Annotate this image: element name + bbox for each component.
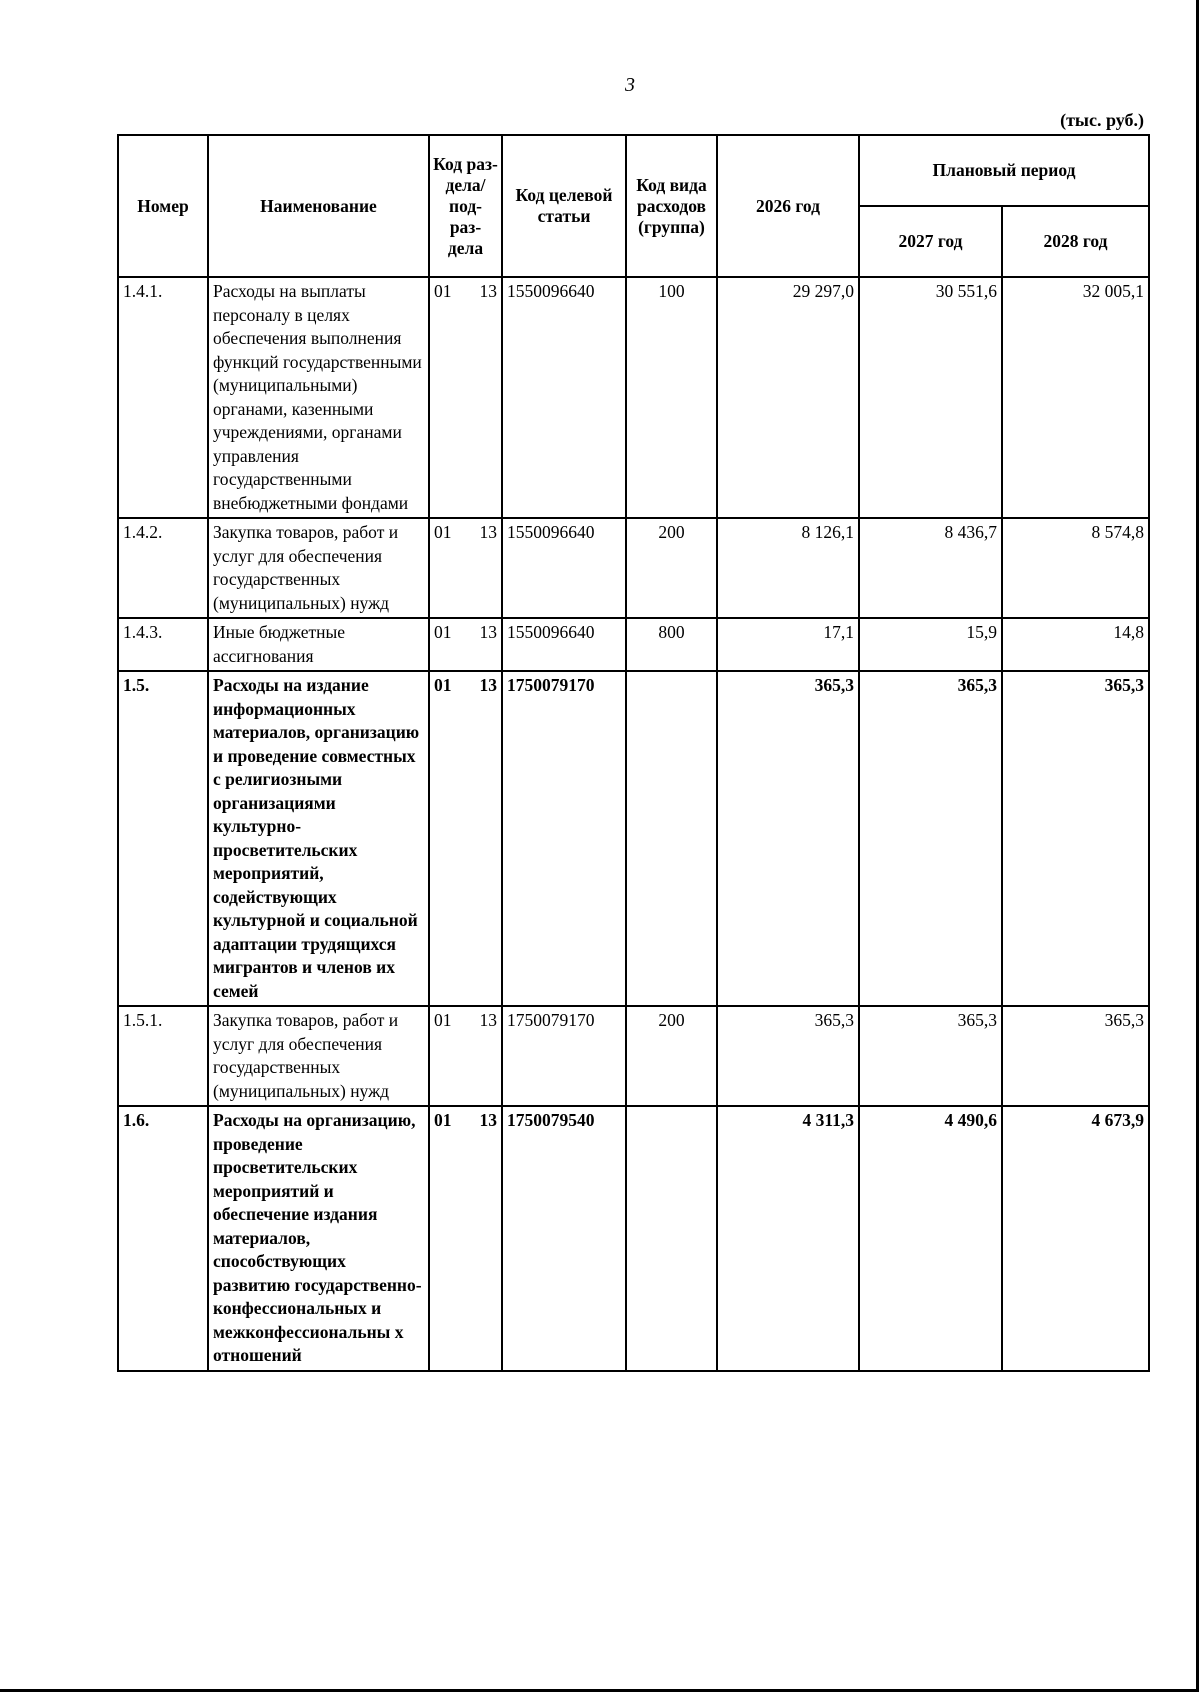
unit-note: (тыс. руб.) [1060, 110, 1144, 130]
row-section-code [429, 1006, 502, 1106]
row-target-code: 1550096640 [502, 518, 626, 618]
page-number: 3 [625, 74, 635, 96]
row-name: Закупка товаров, работ и услуг для обеспечения государственных (муниципальных) нужд [208, 1006, 429, 1106]
section-code: 01 [434, 675, 452, 695]
row-expense-kind: 200 [626, 518, 717, 618]
row-section-code [429, 1106, 502, 1371]
row-value-2028: 4 673,9 [1002, 1106, 1149, 1371]
row-value-2026: 29 297,0 [717, 277, 859, 518]
row-expense-kind [626, 1106, 717, 1371]
row-name: Расходы на выплаты персоналу в целях обеспечения выполнения функций государственными (муниципальными) органами, казенными учреждениями, органами управления государственными внебюджетными фондами [208, 277, 429, 518]
subsection-code: 13 [479, 522, 497, 542]
row-name: Расходы на издание информационных материалов, организацию и проведение совместных с религиозными организациями культурно- просветительских мероприятий, содействующих культурной и социальной адаптации трудящихся мигрантов и членов их семей [208, 671, 429, 1006]
row-value-2026: 8 126,1 [717, 518, 859, 618]
header-year-2026: 2026 год [717, 135, 859, 277]
row-expense-kind [626, 671, 717, 1006]
header-section-code: Код раз- дела/ под- раз- дела [429, 135, 502, 277]
row-value-2028: 14,8 [1002, 618, 1149, 671]
row-number: 1.5.1. [118, 1006, 208, 1106]
row-section-code [429, 518, 502, 618]
row-target-code: 1750079540 [502, 1106, 626, 1371]
row-number: 1.4.3. [118, 618, 208, 671]
row-value-2026: 17,1 [717, 618, 859, 671]
row-value-2026: 4 311,3 [717, 1106, 859, 1371]
subsection-code: 13 [479, 1010, 497, 1030]
budget-table [117, 134, 1150, 1372]
row-expense-kind: 800 [626, 618, 717, 671]
header-name: Наименование [208, 135, 429, 277]
subsection-code: 13 [479, 1110, 497, 1130]
row-target-code: 1750079170 [502, 1006, 626, 1106]
header-expense-kind: Код вида расходов (группа) [626, 135, 717, 277]
subsection-code: 13 [479, 281, 497, 301]
table-row [118, 671, 1149, 1006]
table-row [118, 277, 1149, 518]
table-row [118, 1006, 1149, 1106]
row-value-2027: 30 551,6 [859, 277, 1002, 518]
section-code: 01 [434, 281, 452, 301]
section-code: 01 [434, 1010, 452, 1030]
row-expense-kind: 200 [626, 1006, 717, 1106]
row-value-2028: 8 574,8 [1002, 518, 1149, 618]
table-body [118, 277, 1149, 1371]
row-value-2028: 32 005,1 [1002, 277, 1149, 518]
row-value-2027: 365,3 [859, 1006, 1002, 1106]
row-name: Расходы на организацию, проведение просветительских мероприятий и обеспечение издания материалов, способствующих развитию государственно- конфессиональных и межконфессиональны х отношений [208, 1106, 429, 1371]
row-number: 1.5. [118, 671, 208, 1006]
row-value-2027: 15,9 [859, 618, 1002, 671]
row-name: Иные бюджетные ассигнования [208, 618, 429, 671]
header-number: Номер [118, 135, 208, 277]
subsection-code: 13 [479, 622, 497, 642]
row-target-code: 1750079170 [502, 671, 626, 1006]
subsection-code: 13 [479, 675, 497, 695]
row-value-2027: 8 436,7 [859, 518, 1002, 618]
row-number: 1.4.1. [118, 277, 208, 518]
row-name: Закупка товаров, работ и услуг для обеспечения государственных (муниципальных) нужд [208, 518, 429, 618]
row-section-code [429, 277, 502, 518]
row-value-2026: 365,3 [717, 1006, 859, 1106]
row-target-code: 1550096640 [502, 277, 626, 518]
row-value-2026: 365,3 [717, 671, 859, 1006]
row-value-2028: 365,3 [1002, 671, 1149, 1006]
row-target-code: 1550096640 [502, 618, 626, 671]
table-header [118, 135, 1149, 277]
row-section-code [429, 618, 502, 671]
header-year-2028: 2028 год [1002, 206, 1149, 277]
table-row [118, 618, 1149, 671]
section-code: 01 [434, 1110, 452, 1130]
row-section-code [429, 671, 502, 1006]
row-value-2027: 365,3 [859, 671, 1002, 1006]
header-target-code: Код целевой статьи [502, 135, 626, 277]
table-row [118, 1106, 1149, 1371]
row-value-2027: 4 490,6 [859, 1106, 1002, 1371]
section-code: 01 [434, 622, 452, 642]
row-value-2028: 365,3 [1002, 1006, 1149, 1106]
header-year-2027: 2027 год [859, 206, 1002, 277]
row-number: 1.4.2. [118, 518, 208, 618]
table-row [118, 518, 1149, 618]
row-expense-kind: 100 [626, 277, 717, 518]
section-code: 01 [434, 522, 452, 542]
header-planned-period: Плановый период [859, 135, 1149, 206]
row-number: 1.6. [118, 1106, 208, 1371]
